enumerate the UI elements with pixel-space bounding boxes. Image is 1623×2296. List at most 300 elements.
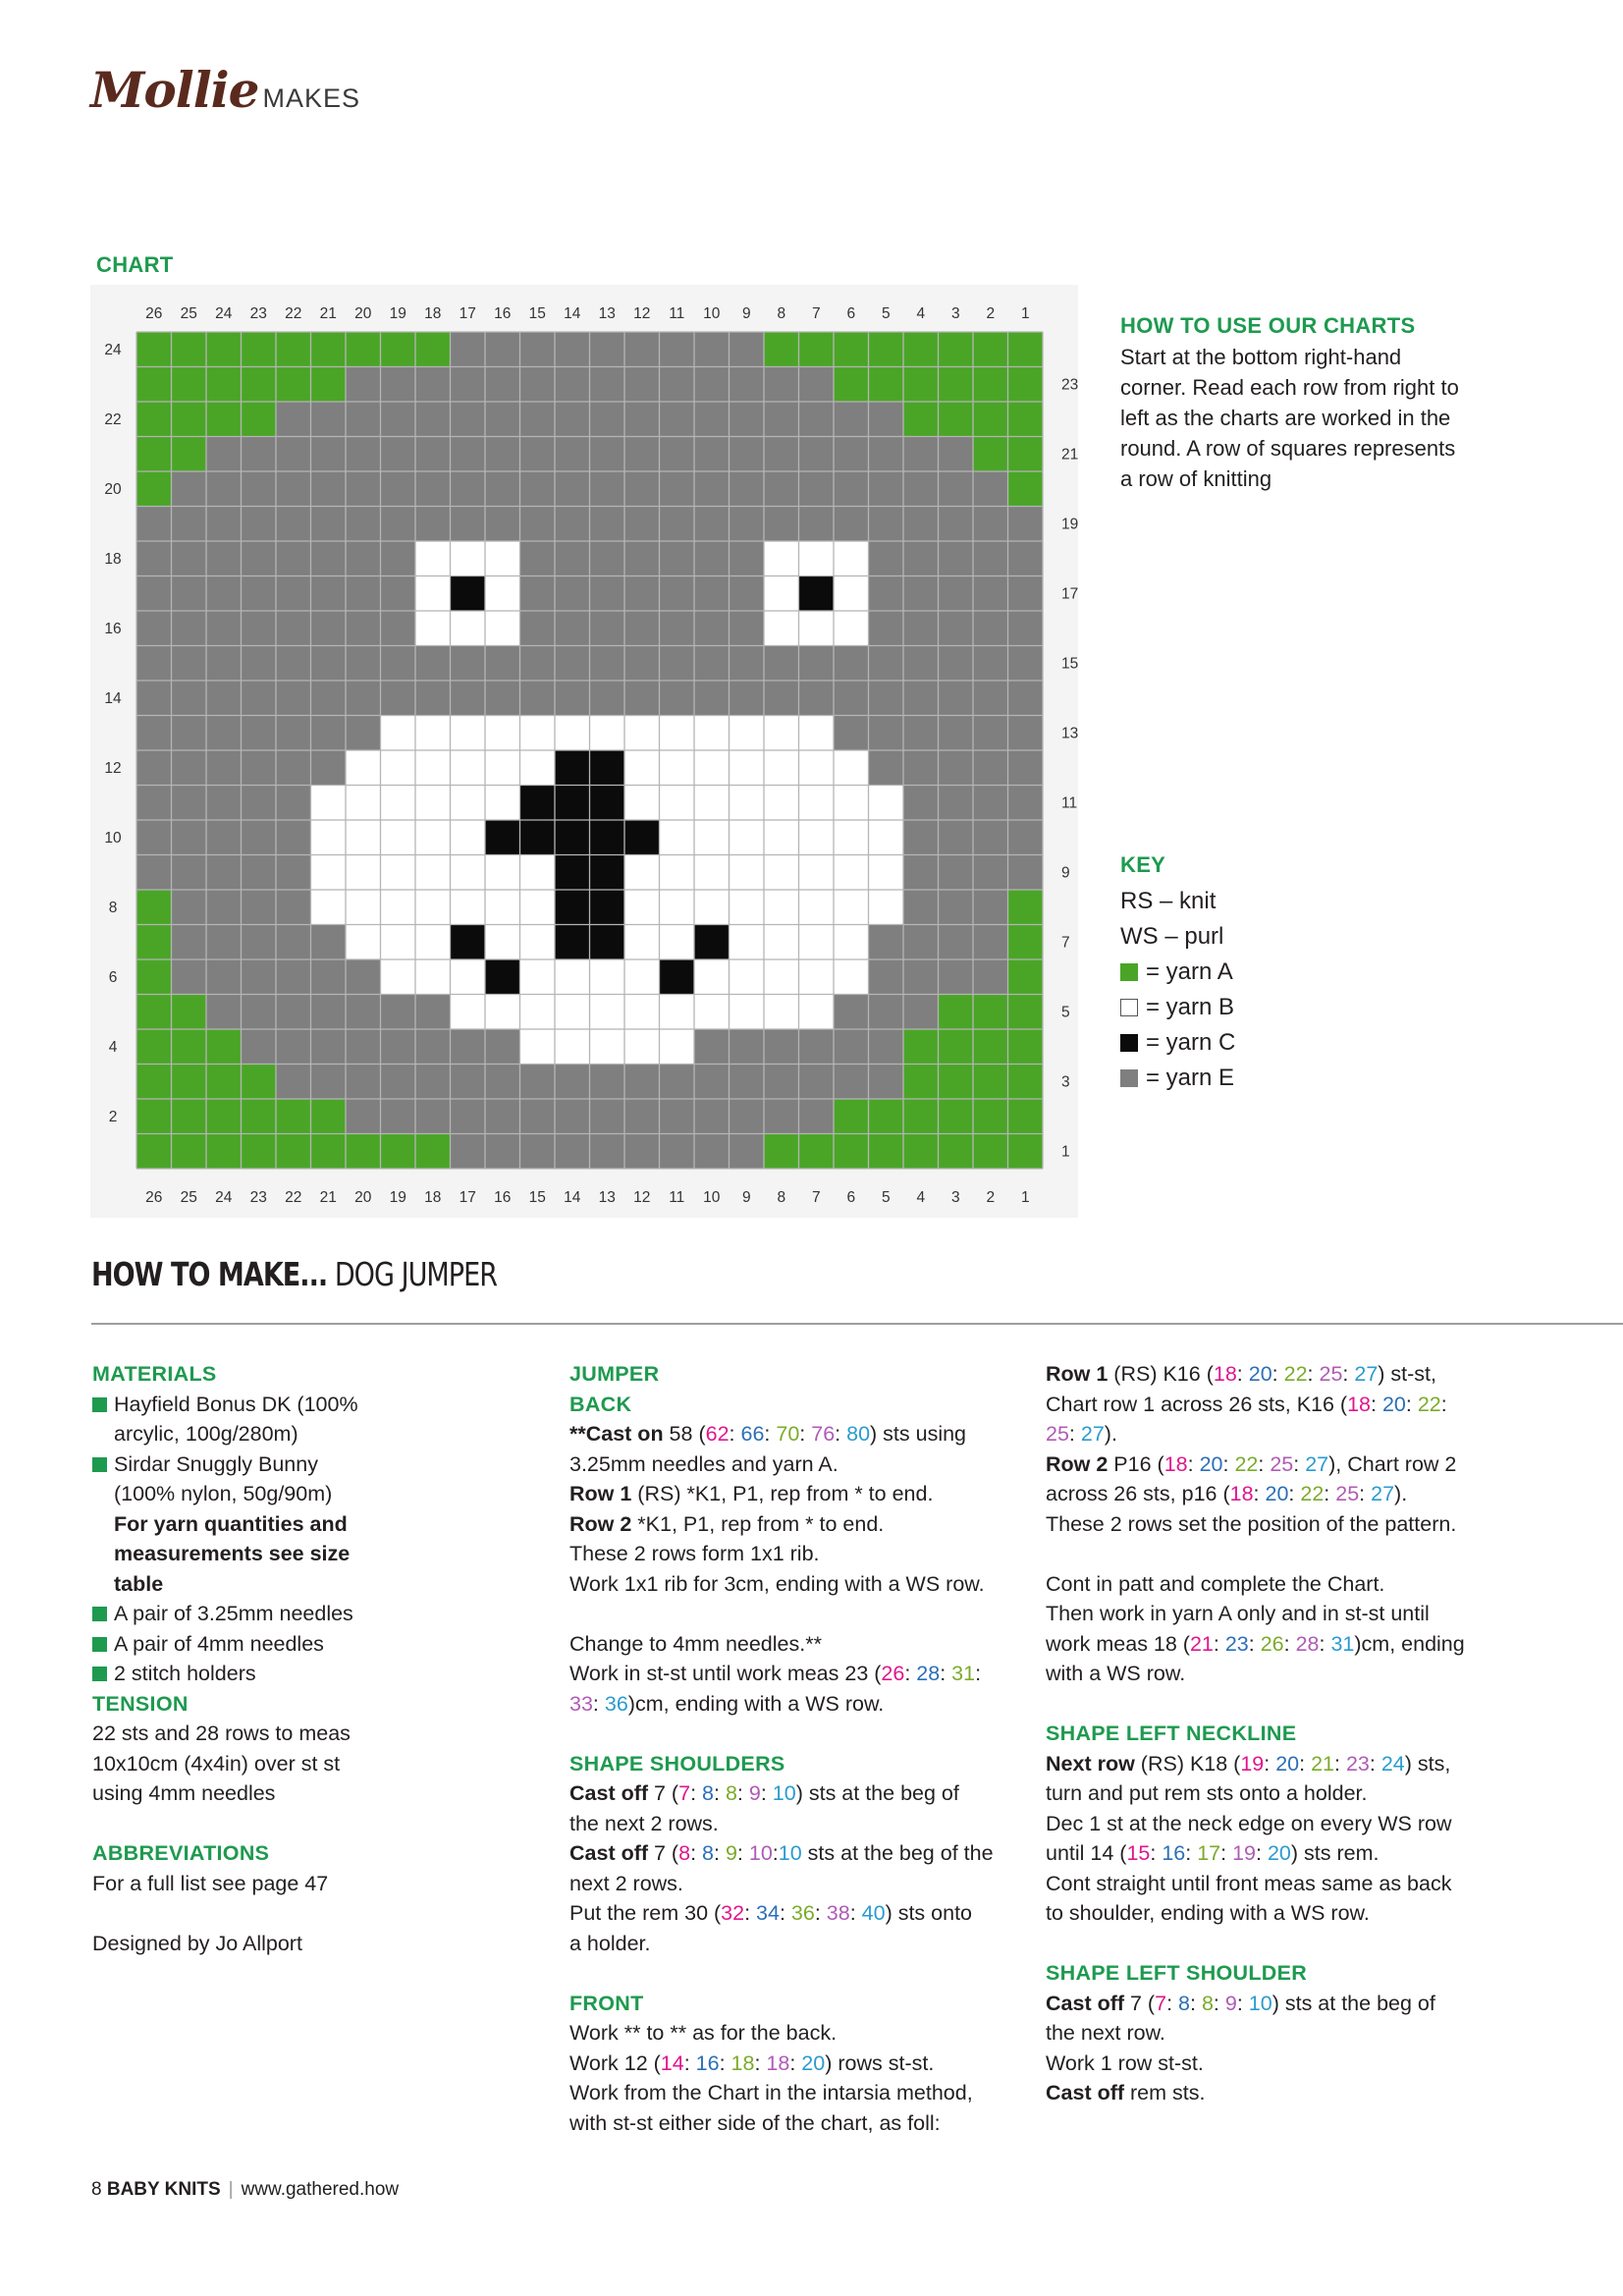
- chart-cell: [694, 437, 730, 472]
- chart-cell: [520, 995, 556, 1030]
- chart-cell: [555, 1099, 590, 1134]
- chart-cell: [903, 646, 939, 682]
- chart-cell: [206, 681, 242, 716]
- chart-col-label-top: 16: [494, 305, 512, 322]
- page-number: 8: [91, 2179, 102, 2200]
- chart-cell: [206, 611, 242, 646]
- chart-cell: [276, 750, 311, 786]
- chart-cell: [172, 681, 207, 716]
- chart-cell: [242, 332, 277, 367]
- chart-cell: [730, 820, 765, 855]
- chart-cell: [555, 1065, 590, 1100]
- chart-cell: [730, 367, 765, 403]
- instruction-line: until 14 (15: 16: 17: 19: 20) sts rem.: [1046, 1841, 1380, 1865]
- chart-cell: [590, 925, 625, 960]
- chart-cell: [799, 716, 835, 751]
- chart-cell: [590, 576, 625, 612]
- chart-cell: [136, 437, 172, 472]
- chart-cell: [451, 437, 486, 472]
- chart-cell: [799, 995, 835, 1030]
- chart-cell: [973, 1065, 1008, 1100]
- key-item-yarn-e: [1120, 1061, 1235, 1096]
- chart-cell: [136, 716, 172, 751]
- chart-cell: [555, 750, 590, 786]
- chart-cell: [903, 507, 939, 542]
- chart-cell: [520, 959, 556, 995]
- chart-cell: [520, 855, 556, 891]
- chart-cell: [346, 367, 381, 403]
- chart-col-label-top: 22: [285, 305, 302, 322]
- chart-col-label-bottom: 25: [180, 1189, 197, 1206]
- chart-cell: [136, 646, 172, 682]
- chart-cell: [730, 855, 765, 891]
- chart-cell: [624, 925, 660, 960]
- instruction-line: Work from the Chart in the intarsia method,: [569, 2081, 973, 2105]
- chart-cell: [415, 1065, 451, 1100]
- chart-cell: [694, 576, 730, 612]
- howto-line: round. A row of squares represents: [1120, 436, 1456, 461]
- back-heading: BACK: [569, 1392, 632, 1416]
- chart-cell: [730, 646, 765, 682]
- chart-cell: [730, 1134, 765, 1170]
- chart-col-label-top: 10: [703, 305, 721, 322]
- yarn-b-swatch: [1120, 999, 1138, 1016]
- howto-line: a row of knitting: [1120, 466, 1272, 491]
- chart-col-label-top: 9: [741, 305, 751, 322]
- chart-cell: [590, 959, 625, 995]
- chart-cell: [834, 611, 869, 646]
- chart-cell: [136, 820, 172, 855]
- chart-cell: [381, 1029, 416, 1065]
- chart-cell: [381, 541, 416, 576]
- chart-cell: [903, 367, 939, 403]
- chart-cell: [730, 576, 765, 612]
- chart-cell: [764, 576, 799, 612]
- chart-cell: [799, 507, 835, 542]
- chart-cell: [276, 611, 311, 646]
- chart-cell: [242, 646, 277, 682]
- chart-cell: [624, 541, 660, 576]
- chart-cell: [520, 890, 556, 925]
- chart-cell: [485, 681, 520, 716]
- chart-cell: [485, 332, 520, 367]
- chart-cell: [590, 1065, 625, 1100]
- chart-cell: [869, 1134, 904, 1170]
- key-ws: WS – purl: [1120, 923, 1224, 950]
- chart-cell: [973, 855, 1008, 891]
- chart-cell: [242, 716, 277, 751]
- chart-cell: [799, 1099, 835, 1134]
- chart-cell: [242, 681, 277, 716]
- material-item: A pair of 3.25mm needles: [92, 1599, 416, 1629]
- chart-cell: [311, 402, 347, 437]
- chart-cell: [590, 1134, 625, 1170]
- chart-cell: [451, 646, 486, 682]
- chart-cell: [415, 576, 451, 612]
- chart-cell: [415, 925, 451, 960]
- chart-cell: [451, 507, 486, 542]
- chart-cell: [973, 1029, 1008, 1065]
- chart-col-label-top: 20: [354, 305, 372, 322]
- chart-col-label-top: 1: [1020, 305, 1030, 322]
- chart-row-label-left: 4: [108, 1038, 118, 1056]
- instruction-line: Work 1x1 rib for 3cm, ending with a WS row.: [569, 1571, 985, 1596]
- instruction-line: Cast off rem sts.: [1046, 2081, 1206, 2105]
- chart-cell: [764, 1134, 799, 1170]
- chart-cell: [694, 646, 730, 682]
- chart-cell: [242, 786, 277, 821]
- chart-cell: [694, 1099, 730, 1134]
- chart-cell: [206, 716, 242, 751]
- chart-cell: [136, 576, 172, 612]
- chart-cell: [660, 402, 695, 437]
- chart-cell: [939, 611, 974, 646]
- chart-cell: [136, 786, 172, 821]
- chart-cell: [939, 402, 974, 437]
- chart-cell: [276, 541, 311, 576]
- chart-row-label-right: 5: [1061, 1004, 1070, 1021]
- chart-cell: [381, 367, 416, 403]
- chart-cell: [1008, 1099, 1044, 1134]
- chart-cell: [346, 1065, 381, 1100]
- chart-cell: [415, 507, 451, 542]
- chart-cell: [869, 1099, 904, 1134]
- chart-col-label-bottom: 6: [846, 1189, 856, 1206]
- key-label: = yarn B: [1146, 994, 1235, 1020]
- instruction-line: Then work in yarn A only and in st-st until: [1046, 1602, 1430, 1625]
- chart-cell: [694, 402, 730, 437]
- chart-row-label-right: 7: [1061, 934, 1070, 952]
- chart-cell: [939, 820, 974, 855]
- chart-col-label-bottom: 5: [881, 1189, 891, 1206]
- chart-cell: [311, 925, 347, 960]
- chart-cell: [730, 402, 765, 437]
- chart-cell: [381, 681, 416, 716]
- instruction-line: the next row.: [1046, 2021, 1165, 2045]
- chart-cell: [136, 1065, 172, 1100]
- chart-cell: [903, 332, 939, 367]
- chart-cell: [311, 716, 347, 751]
- instruction-line: Row 2 P16 (18: 20: 22: 25: 27), Chart row 2: [1046, 1451, 1457, 1476]
- chart-cell: [381, 332, 416, 367]
- chart-cell: [276, 995, 311, 1030]
- chart-cell: [590, 716, 625, 751]
- chart-cell: [939, 1065, 974, 1100]
- instruction-line: the next 2 rows.: [569, 1811, 719, 1835]
- chart-cell: [276, 507, 311, 542]
- chart-row-label-right: 21: [1061, 446, 1078, 464]
- chart-cell: [276, 959, 311, 995]
- chart-col-label-top: 17: [459, 305, 476, 322]
- instruction-line: Cont straight until front meas same as back: [1046, 1871, 1452, 1895]
- chart-cell: [555, 471, 590, 507]
- chart-col-label-bottom: 15: [528, 1189, 546, 1206]
- chart-cell: [660, 716, 695, 751]
- chart-cell: [694, 471, 730, 507]
- chart-cell: [172, 402, 207, 437]
- chart-cell: [451, 716, 486, 751]
- chart-cell: [869, 716, 904, 751]
- chart-cell: [311, 1065, 347, 1100]
- knitting-chart: [90, 285, 1078, 1218]
- chart-cell: [136, 611, 172, 646]
- chart-cell: [346, 471, 381, 507]
- material-note: measurements see size: [114, 1542, 351, 1565]
- chart-col-label-bottom: 7: [811, 1189, 821, 1206]
- chart-cell: [660, 786, 695, 821]
- chart-cell: [903, 959, 939, 995]
- chart-cell: [311, 1099, 347, 1134]
- chart-cell: [242, 471, 277, 507]
- chart-cell: [172, 1029, 207, 1065]
- instruction-line: 25: 27).: [1046, 1422, 1117, 1446]
- chart-row-label-right: 9: [1061, 864, 1070, 882]
- chart-cell: [624, 367, 660, 403]
- chart-cell: [136, 471, 172, 507]
- chart-cell: [764, 1065, 799, 1100]
- chart-cell: [555, 507, 590, 542]
- chart-cell: [869, 995, 904, 1030]
- chart-cell: [555, 890, 590, 925]
- chart-cell: [590, 820, 625, 855]
- chart-cell: [242, 611, 277, 646]
- chart-cell: [415, 332, 451, 367]
- chart-cell: [903, 471, 939, 507]
- chart-cell: [764, 959, 799, 995]
- chart-cell: [485, 1065, 520, 1100]
- key-heading: KEY: [1120, 852, 1166, 877]
- chart-cell: [764, 646, 799, 682]
- chart-cell: [381, 507, 416, 542]
- chart-cell: [834, 820, 869, 855]
- chart-col-label-bottom: 20: [354, 1189, 372, 1206]
- chart-cell: [451, 890, 486, 925]
- chart-cell: [660, 681, 695, 716]
- chart-cell: [903, 925, 939, 960]
- chart-cell: [730, 995, 765, 1030]
- howto-line: Start at the bottom right-hand: [1120, 345, 1402, 369]
- section-title-light: DOG JUMPER: [334, 1255, 498, 1293]
- chart-cell: [381, 646, 416, 682]
- chart-cell: [346, 681, 381, 716]
- chart-cell: [764, 367, 799, 403]
- chart-cell: [973, 1134, 1008, 1170]
- chart-cell: [730, 1029, 765, 1065]
- chart-cell: [903, 786, 939, 821]
- chart-cell: [903, 995, 939, 1030]
- chart-cell: [660, 611, 695, 646]
- chart-cell: [381, 402, 416, 437]
- instruction-line: Cast off 7 (7: 8: 8: 9: 10) sts at the beg of: [569, 1781, 959, 1805]
- chart-cell: [624, 1099, 660, 1134]
- chart-cell: [939, 855, 974, 891]
- chart-cell: [520, 367, 556, 403]
- chart-cell: [869, 750, 904, 786]
- chart-cell: [346, 1134, 381, 1170]
- chart-col-label-bottom: 8: [777, 1189, 786, 1206]
- chart-cell: [1008, 367, 1044, 403]
- chart-cell: [276, 576, 311, 612]
- chart-cell: [276, 1099, 311, 1134]
- chart-cell: [206, 646, 242, 682]
- brand-makes: MAKES: [262, 83, 361, 113]
- chart-cell: [869, 541, 904, 576]
- page-footer: [91, 2179, 399, 2201]
- chart-cell: [276, 681, 311, 716]
- chart-cell: [520, 820, 556, 855]
- chart-cell: [1008, 681, 1044, 716]
- chart-cell: [276, 890, 311, 925]
- chart-cell: [206, 750, 242, 786]
- chart-cell: [172, 646, 207, 682]
- chart-col-label-bottom: 21: [319, 1189, 337, 1206]
- chart-cell: [172, 1065, 207, 1100]
- chart-cell: [485, 855, 520, 891]
- chart-cell: [834, 367, 869, 403]
- chart-cell: [869, 925, 904, 960]
- chart-cell: [1008, 576, 1044, 612]
- chart-cell: [694, 1134, 730, 1170]
- chart-cell: [834, 437, 869, 472]
- chart-cell: [834, 1134, 869, 1170]
- instruction-line: Row 1 (RS) K16 (18: 20: 22: 25: 27) st-st,: [1046, 1362, 1436, 1386]
- chart-cell: [451, 925, 486, 960]
- chart-cell: [624, 576, 660, 612]
- chart-cell: [903, 611, 939, 646]
- key-label: = yarn E: [1146, 1065, 1235, 1091]
- chart-cell: [694, 541, 730, 576]
- chart-cell: [485, 541, 520, 576]
- chart-col-label-bottom: 4: [916, 1189, 926, 1206]
- chart-cell: [624, 750, 660, 786]
- chart-col-label-bottom: 12: [633, 1189, 651, 1206]
- chart-cell: [869, 786, 904, 821]
- chart-cell: [415, 995, 451, 1030]
- chart-cell: [1008, 995, 1044, 1030]
- chart-cell: [973, 786, 1008, 821]
- chart-cell: [311, 332, 347, 367]
- chart-cell: [451, 332, 486, 367]
- chart-cell: [590, 1099, 625, 1134]
- chart-cell: [660, 959, 695, 995]
- chart-cell: [136, 750, 172, 786]
- howto-text: [1120, 342, 1503, 494]
- chart-cell: [1008, 716, 1044, 751]
- chart-cell: [624, 959, 660, 995]
- chart-cell: [973, 367, 1008, 403]
- chart-cell: [346, 437, 381, 472]
- tension-line: 10x10cm (4x4in) over st st: [92, 1751, 341, 1776]
- chart-cell: [730, 925, 765, 960]
- footer-url: www.gathered.how: [241, 2179, 400, 2200]
- chart-cell: [415, 1099, 451, 1134]
- chart-grid-svg: [90, 285, 1078, 1218]
- chart-cell: [834, 507, 869, 542]
- chart-cell: [624, 471, 660, 507]
- chart-cell: [590, 855, 625, 891]
- chart-cell: [834, 855, 869, 891]
- chart-cell: [415, 750, 451, 786]
- section-title-bold: HOW TO MAKE...: [91, 1255, 328, 1293]
- chart-cell: [346, 995, 381, 1030]
- chart-cell: [1008, 332, 1044, 367]
- key-item-yarn-a: [1120, 955, 1235, 990]
- chart-cell: [764, 925, 799, 960]
- chart-cell: [451, 959, 486, 995]
- chart-cell: [660, 646, 695, 682]
- chart-cell: [939, 716, 974, 751]
- chart-row-label-right: 17: [1061, 585, 1078, 603]
- chart-col-label-top: 7: [811, 305, 821, 322]
- chart-cell: [311, 1029, 347, 1065]
- chart-cell: [730, 786, 765, 821]
- chart-cell: [311, 786, 347, 821]
- chart-cell: [694, 855, 730, 891]
- chart-cell: [381, 820, 416, 855]
- chart-cell: [799, 681, 835, 716]
- brand-logo: [90, 61, 360, 120]
- chart-cell: [346, 750, 381, 786]
- chart-cell: [590, 402, 625, 437]
- chart-cell: [939, 890, 974, 925]
- chart-cell: [799, 959, 835, 995]
- chart-cell: [311, 507, 347, 542]
- chart-col-label-bottom: 9: [741, 1189, 751, 1206]
- chart-cell: [311, 1134, 347, 1170]
- chart-col-label-top: 18: [424, 305, 442, 322]
- chart-cell: [276, 1134, 311, 1170]
- chart-cell: [660, 576, 695, 612]
- chart-cell: [381, 611, 416, 646]
- material-item: 2 stitch holders: [92, 1659, 416, 1689]
- chart-cell: [834, 646, 869, 682]
- chart-cell: [242, 437, 277, 472]
- chart-cell: [590, 541, 625, 576]
- chart-cell: [624, 890, 660, 925]
- chart-col-label-bottom: 22: [285, 1189, 302, 1206]
- chart-cell: [520, 402, 556, 437]
- chart-col-label-bottom: 24: [215, 1189, 233, 1206]
- chart-cell: [869, 820, 904, 855]
- chart-cell: [590, 890, 625, 925]
- chart-col-label-bottom: 14: [564, 1189, 581, 1206]
- chart-cell: [415, 1134, 451, 1170]
- chart-cell: [485, 786, 520, 821]
- chart-cell: [172, 332, 207, 367]
- chart-cell: [136, 402, 172, 437]
- chart-cell: [764, 1099, 799, 1134]
- chart-cell: [242, 890, 277, 925]
- chart-row-label-left: 22: [104, 410, 122, 428]
- chart-cell: [172, 786, 207, 821]
- tension-heading: TENSION: [92, 1691, 189, 1716]
- chart-cell: [624, 332, 660, 367]
- chart-cell: [555, 995, 590, 1030]
- chart-cell: [834, 925, 869, 960]
- chart-col-label-top: 23: [249, 305, 267, 322]
- chart-cell: [346, 541, 381, 576]
- chart-cell: [730, 437, 765, 472]
- chart-col-label-bottom: 16: [494, 1189, 512, 1206]
- chart-cell: [172, 471, 207, 507]
- chart-row-label-right: 13: [1061, 725, 1078, 742]
- chart-cell: [415, 890, 451, 925]
- instruction-line: These 2 rows set the position of the pattern.: [1046, 1511, 1457, 1536]
- chart-cell: [799, 402, 835, 437]
- chart-cell: [624, 646, 660, 682]
- instruction-line: Work in st-st until work meas 23 (26: 28: 31:: [569, 1662, 982, 1685]
- chart-col-label-top: 5: [881, 305, 891, 322]
